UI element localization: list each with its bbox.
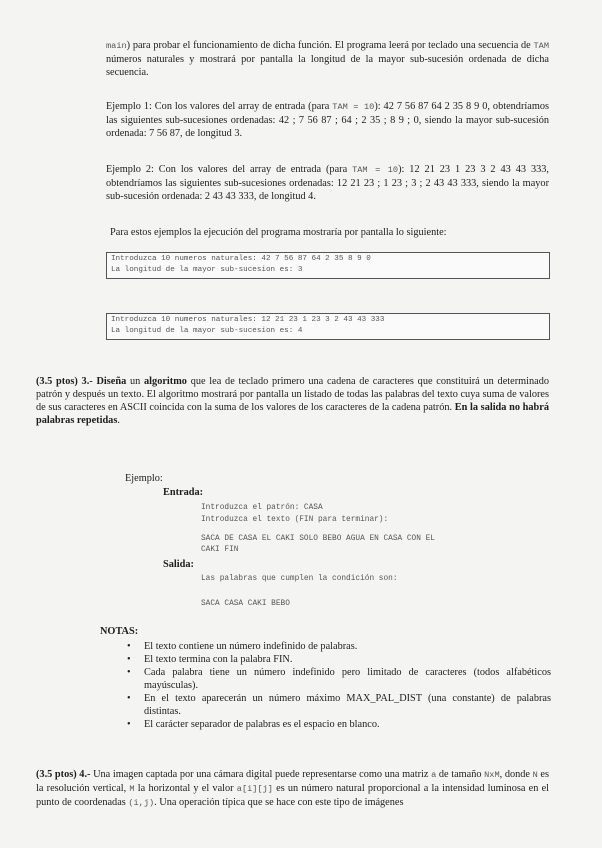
question-4-points: (3.5 ptos) 4.- bbox=[36, 769, 91, 780]
intro-text-1: ) para probar el funcionamiento de dicha función. El programa leerá por teclado una secuencia de bbox=[126, 40, 534, 51]
example-1-text-b: ): 42 7 56 87 64 2 35 8 9 0, obtendríamos las siguientes sub-sucesiones ordenadas: 42 ; 7 56 87 ; 64 ; 2 35 ; 8 9 ; 0, siendo la mayor sub-sucesión ordenada: 7 56 87, de longitud 3. bbox=[106, 101, 549, 139]
output-label: Salida: bbox=[163, 559, 194, 570]
question-4-text: es un número natural proporcional a la intensidad luminosa en el punto de coordenadas bbox=[36, 783, 550, 808]
example-2-paragraph bbox=[106, 163, 549, 203]
code-m: M bbox=[129, 784, 135, 794]
question-4-text: la horizontal y el valor bbox=[134, 783, 237, 794]
note-item bbox=[121, 666, 551, 692]
note-item bbox=[121, 640, 551, 653]
example-label: Ejemplo: bbox=[125, 473, 163, 484]
bullet-icon: • bbox=[127, 693, 131, 704]
question-4-text: . Una operación típica que se hace con este tipo de imágenes bbox=[154, 797, 404, 808]
example-2-text-b: ): 12 21 23 1 23 3 2 43 43 333, obtendríamos las siguientes sub-sucesiones ordenadas: 12 21 23 ; 1 23 ; 3 ; 2 43 43 333, siendo la mayor sub-sucesión ordenada: 2 43 43 333, de longitud 4. bbox=[106, 164, 549, 202]
question-3-points: (3.5 ptos) 3.- bbox=[36, 376, 93, 387]
question-4-text: es la resolución vertical, bbox=[36, 769, 550, 794]
question-4 bbox=[36, 768, 549, 810]
intro-paragraph bbox=[106, 39, 549, 79]
input-label: Entrada: bbox=[163, 487, 204, 498]
code-tam: TAM bbox=[533, 41, 549, 51]
question-3-text-1: un bbox=[126, 376, 145, 387]
note-item bbox=[121, 653, 551, 666]
input-line-3: SACA DE CASA EL CAKI SOLO BEBO AGUA EN CASA CON EL bbox=[201, 535, 435, 543]
output-box-1-line-2: La longitud de la mayor sub-sucesion es: 3 bbox=[111, 265, 303, 274]
output-box-2-line-2: La longitud de la mayor sub-sucesion es: 4 bbox=[111, 326, 303, 335]
intro-text-2: números naturales y mostrará por pantalla la longitud de la mayor sub-sucesión ordenada de dicha secuencia. bbox=[106, 54, 549, 78]
example-1-code: TAM = 10 bbox=[332, 102, 375, 112]
code-aij: a[i][j] bbox=[236, 784, 273, 794]
bullet-icon: • bbox=[127, 641, 131, 652]
output-box-2 bbox=[106, 313, 550, 340]
note-item bbox=[121, 692, 551, 718]
notes-list bbox=[121, 640, 551, 731]
input-line-2: Introduzca el texto (FIN para terminar): bbox=[201, 516, 389, 524]
output-box-1-line-1: Introduzca 10 numeros naturales: 42 7 56 87 64 2 35 8 9 0 bbox=[111, 255, 371, 263]
question-3-text-2: que lea de teclado primero una cadena de caracteres que constituirá un determinado patrón y después un texto. El algoritmo mostrará por pantalla un listado de todas las palabras del texto cuya suma de valores de sus caracteres en ASCII coincida con la suma de los valores de los caracteres de la cadena patrón. bbox=[36, 376, 550, 413]
code-ij: (i,j) bbox=[128, 798, 155, 808]
question-3-algoritmo: algoritmo bbox=[144, 376, 187, 387]
execution-intro: Para estos ejemplos la ejecución del programa mostraría por pantalla lo siguiente: bbox=[110, 227, 447, 238]
note-text: En el texto aparecerán un número máximo MAX_PAL_DIST (una constante) de palabras distintas. bbox=[144, 693, 551, 717]
code-a: a bbox=[431, 770, 437, 780]
note-text: El carácter separador de palabras es el espacio en blanco. bbox=[144, 719, 380, 730]
note-text: El texto contiene un número indefinido de palabras. bbox=[144, 641, 358, 652]
bullet-icon: • bbox=[127, 654, 131, 665]
bullet-icon: • bbox=[127, 719, 131, 730]
notes-title: NOTAS: bbox=[100, 626, 139, 637]
output-line-1: Las palabras que cumplen la condición son: bbox=[201, 575, 398, 583]
code-n: N bbox=[532, 770, 538, 780]
example-2-code: TAM = 10 bbox=[352, 165, 399, 175]
output-box-2-line-1: Introduzca 10 numeros naturales: 12 21 23 1 23 3 2 43 43 333 bbox=[111, 316, 385, 324]
question-4-text: Una imagen captada por una cámara digital puede representarse como una matriz bbox=[90, 769, 432, 780]
input-line-4: CAKI FIN bbox=[201, 546, 239, 554]
question-3 bbox=[36, 375, 549, 427]
question-4-text: de tamaño bbox=[436, 769, 485, 780]
question-3-disena: Diseña bbox=[96, 376, 127, 387]
output-line-2: SACA CASA CAKI BEBO bbox=[201, 600, 290, 608]
output-box-1 bbox=[106, 252, 550, 279]
example-2-text-a: Ejemplo 2: Con los valores del array de entrada (para bbox=[106, 164, 353, 175]
question-3-period: . bbox=[117, 415, 120, 426]
example-1-paragraph bbox=[106, 100, 549, 140]
note-text: Cada palabra tiene un número indefinido pero limitado de caracteres (todos alfabéticos mayúsculas). bbox=[144, 667, 551, 691]
example-1-text-a: Ejemplo 1: Con los valores del array de entrada (para bbox=[106, 101, 333, 112]
bullet-icon: • bbox=[127, 667, 131, 678]
note-item bbox=[121, 718, 551, 731]
code-nxm: NxM bbox=[484, 770, 500, 780]
question-4-text: , donde bbox=[499, 769, 533, 780]
input-line-1: Introduzca el patrón: CASA bbox=[201, 504, 323, 512]
question-3-bold-note: En la salida no habrá palabras repetidas bbox=[36, 402, 549, 426]
note-text: El texto termina con la palabra FIN. bbox=[144, 654, 293, 665]
code-main: main bbox=[106, 41, 127, 51]
